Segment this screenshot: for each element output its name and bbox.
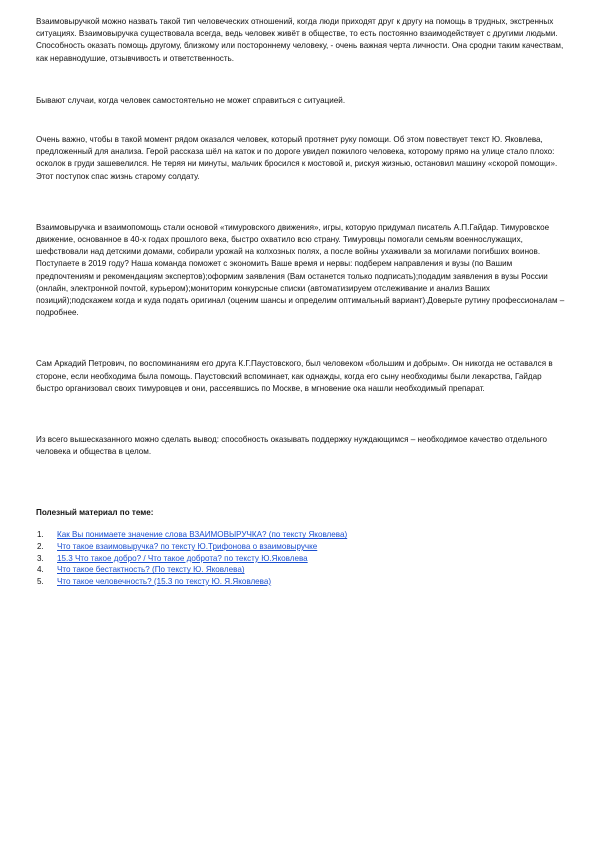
related-link-1[interactable]: Как Вы понимаете значение слова ВЗАИМОВЫРУЧКА? (по тексту Яковлева)	[57, 530, 348, 540]
list-item-number: 4.	[37, 565, 44, 575]
paragraph-timur-movement: Взаимовыручка и взаимопомощь стали основой «тимуровского движения», игры, которую придумал писатель А.П.Гайдар. Тимуровское движение, основанное в 40-х годах прошлого века, быстро охватило всю страну. Тимуровцы помогали семьям военнослужащих, шефствовали над детскими домами, собирали урожай на колхозных полях, а после войны ухаживали за могилами погибших воинов. Поступаете в 2019 году? Наша команда поможет с экономить Ваше время и нервы: подберем направления и вузы (по Вашим предпочтениям и рекомендациям экспертов);оформим заявления (Вам останется только подписать);подадим заявления в вузы России (онлайн, электронной почтой, курьером);мониторим конкурсные списки (автоматизируем отслеживание и анализ Ваших позиций);подскажем когда и куда подать оригинал (оценим шансы и определим оптимальный вариант).Доверьте рутину профессионалам – подробнее.	[36, 222, 565, 318]
paragraph-gaidar: Сам Аркадий Петрович, по воспоминаниям его друга К.Г.Паустовского, был человеком «большим и добрым». Он никогда не оставался в стороне, если необходима была помощь. Паустовский вспоминает, как однажды, когда его сыну необходимы были лекарства, Гайдар быстро организовал своих тимуровцев и они, рассеявшись по Москве, в мгновение ока нашли необходимый препарат.	[36, 359, 553, 393]
related-link-2[interactable]: Что такое взаимовыручка? по тексту Ю.Трифонова о взаимовыручке	[57, 542, 318, 552]
paragraph-yakovlev-example: Очень важно, чтобы в такой момент рядом оказался человек, который протянет руку помощи. Об этом повествует текст Ю. Яковлева, предложенный для анализа. Герой рассказа шёл на каток и по дороге увидел пожилого человека, которому прямо на улице стало плохо: осколок в груди зашевелился. Не теряя ни минуты, мальчик бросился к мостовой и, рискуя жизнью, остановил машину «скорой помощи». Этот поступок спас жизнь старому солдату.	[36, 135, 558, 181]
paragraph-situation: Бывают случаи, когда человек самостоятельно не может справиться с ситуацией.	[36, 95, 346, 105]
related-link-4[interactable]: Что такое бестактность? (По тексту Ю. Яковлева)	[57, 565, 245, 575]
list-item	[36, 553, 567, 565]
list-item-number: 2.	[37, 542, 44, 552]
list-item-number: 1.	[37, 530, 44, 540]
related-link-3[interactable]: 15.3 Что такое добро? / Что такое доброта? по тексту Ю.Яковлева	[57, 553, 308, 563]
list-item	[36, 541, 567, 553]
list-item-number: 5.	[37, 576, 44, 586]
paragraph-conclusion: Из всего вышесказанного можно сделать вывод: способность оказывать поддержку нуждающимся – необходимое качество отдельного человека и общества в целом.	[36, 435, 548, 457]
list-item-number: 3.	[37, 553, 44, 563]
related-materials-title: Полезный материал по теме:	[36, 508, 154, 518]
paragraph-intro: Взаимовыручкой можно назвать такой тип человеческих отношений, когда люди приходят друг к другу на помощь в трудных, экстренных ситуациях. Взаимовыручка существовала всегда, ведь человек живёт в обществе, то есть постоянно взаимодействует с другими людьми. Способность оказать помощь другому, близкому или постороннему человеку, - очень важная черта личности. Она сродни таким качествам, как неравнодушие, отзывчивость и ответственность.	[36, 17, 564, 63]
list-item	[36, 564, 567, 576]
list-item	[36, 529, 567, 541]
related-materials-list	[36, 529, 567, 587]
related-link-5[interactable]: Что такое человечность? (15.3 по тексту Ю. Я.Яковлева)	[57, 576, 272, 586]
list-item	[36, 576, 567, 588]
